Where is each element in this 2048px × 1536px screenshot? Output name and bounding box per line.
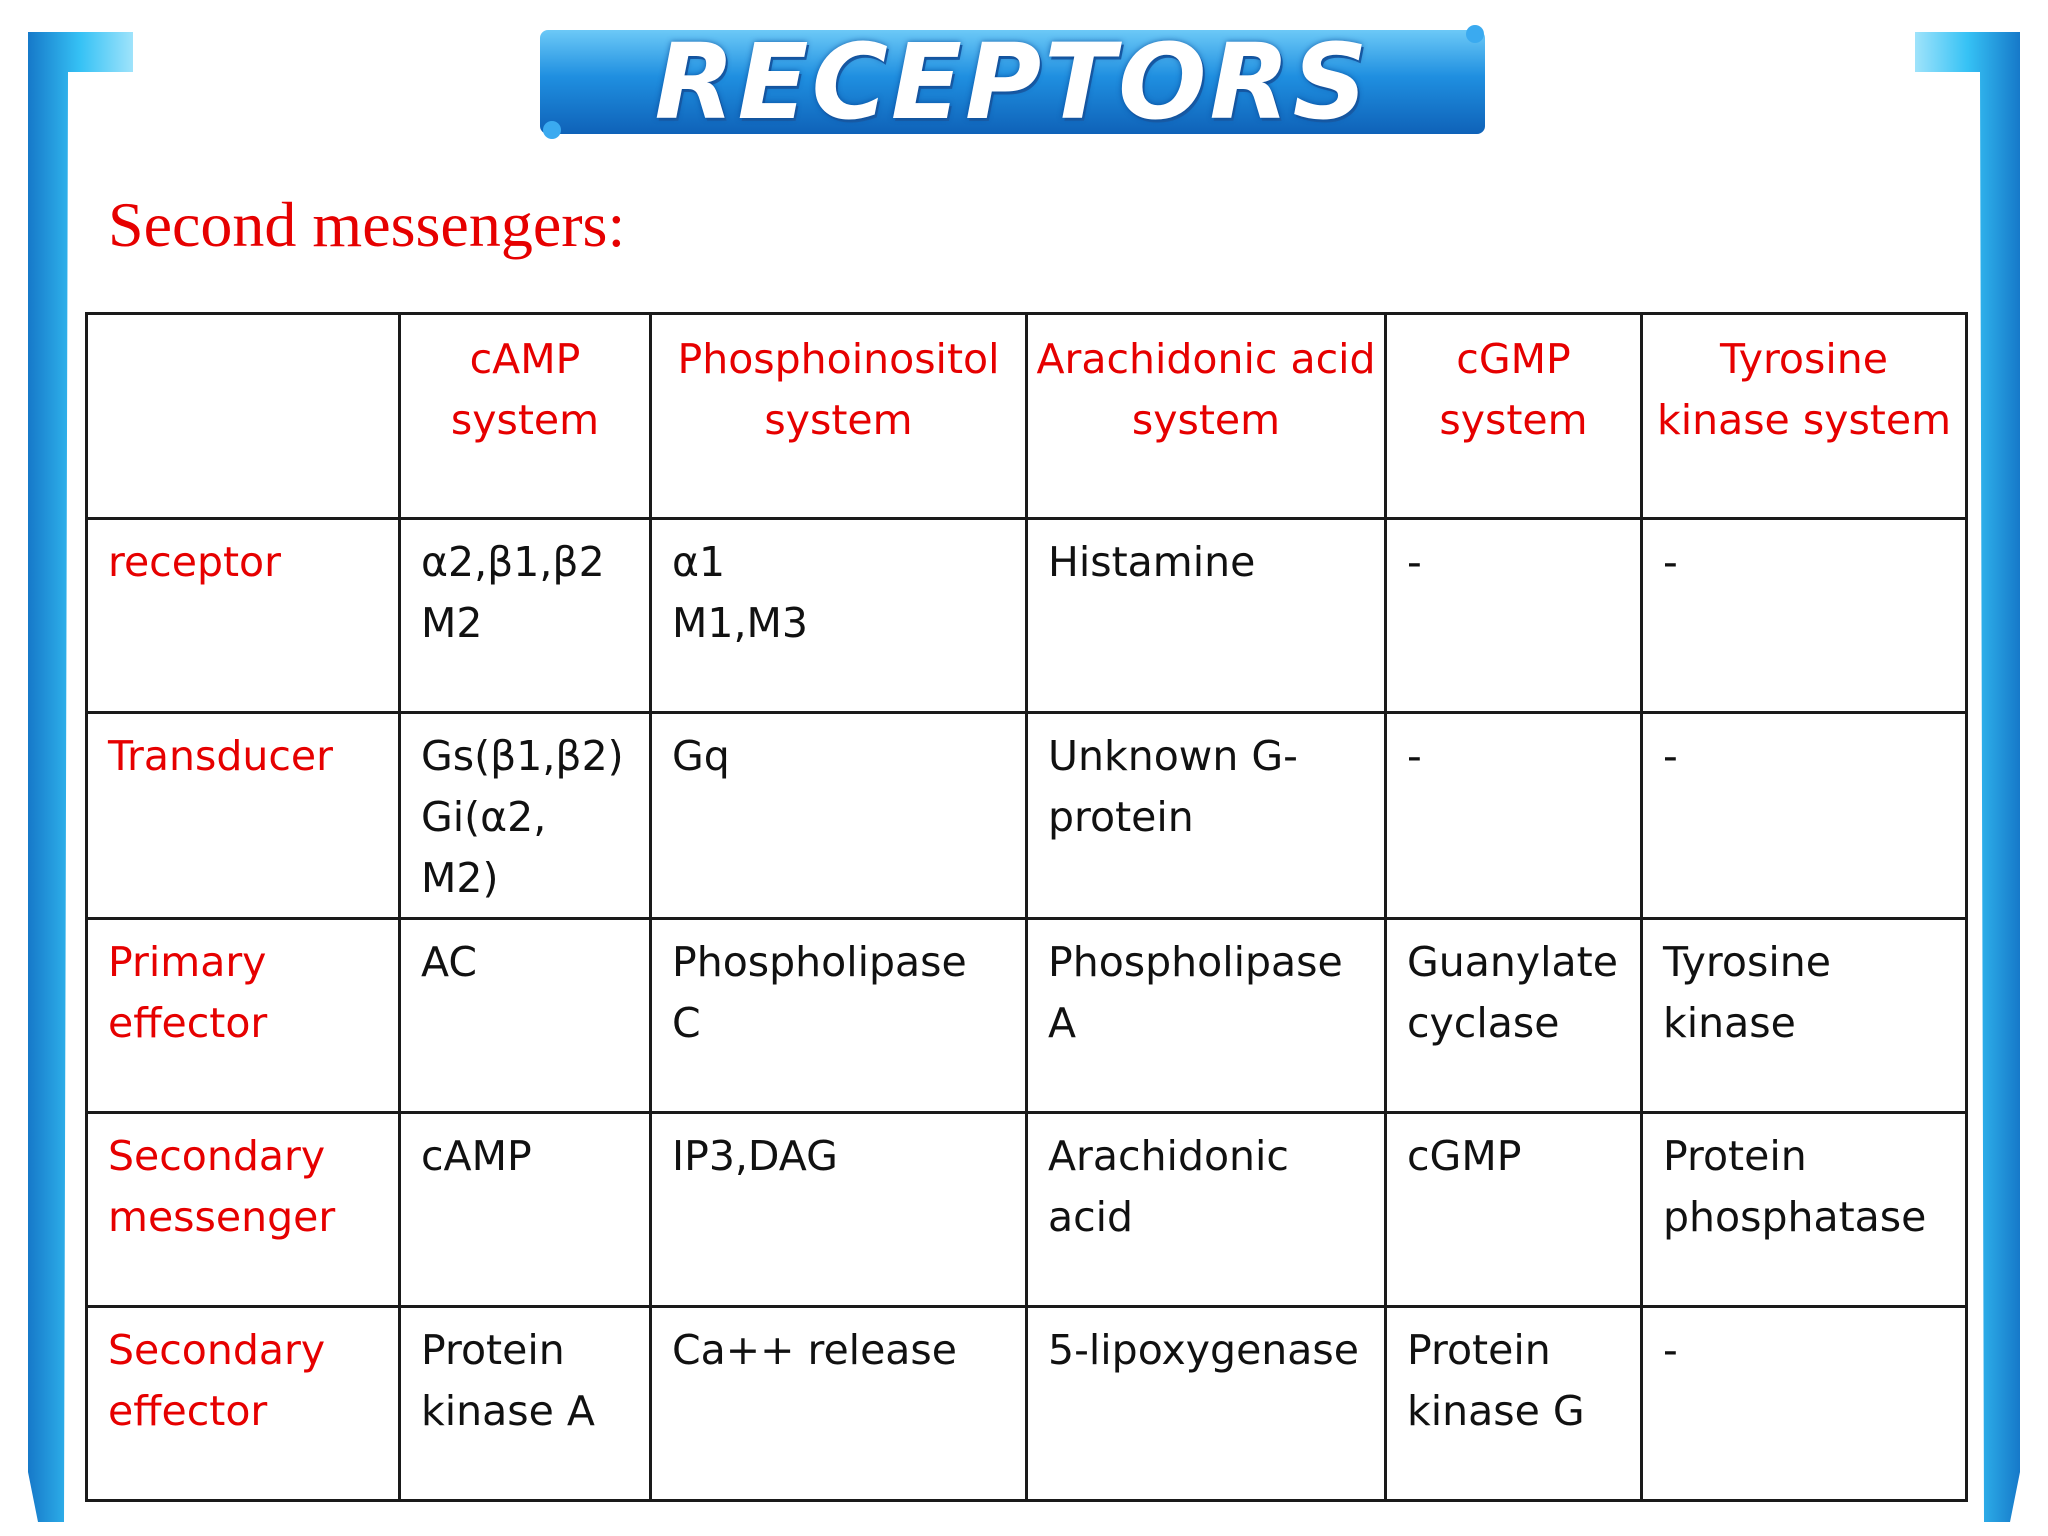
- table-cell: α1 M1,M3: [651, 519, 1027, 713]
- table-cell: Gq: [651, 713, 1027, 919]
- table-cell: cGMP: [1386, 1113, 1642, 1307]
- table-cell: Unknown G- protein: [1027, 713, 1386, 919]
- table-cell: -: [1386, 519, 1642, 713]
- row-label: Primary effector: [87, 919, 400, 1113]
- table-cell: Ca++ release: [651, 1307, 1027, 1501]
- table-cell: cAMP: [400, 1113, 651, 1307]
- table-row-primary-effector: [87, 919, 1967, 1113]
- row-label: Transducer: [87, 713, 400, 919]
- banner-title: RECEPTORS: [654, 21, 1371, 143]
- table-header-row: [87, 314, 1967, 519]
- table-row-receptor: [87, 519, 1967, 713]
- table-cell: Tyrosine kinase: [1642, 919, 1967, 1113]
- table-row-secondary-messenger: [87, 1113, 1967, 1307]
- table-cell: AC: [400, 919, 651, 1113]
- table-cell: 5-lipoxygenase: [1027, 1307, 1386, 1501]
- table-cell: IP3,DAG: [651, 1113, 1027, 1307]
- table-cell: -: [1642, 1307, 1967, 1501]
- header-phosphoinositol-system: Phosphoinositol system: [651, 314, 1027, 519]
- table-cell: Phospholipase C: [651, 919, 1027, 1113]
- header-corner: [87, 314, 400, 519]
- header-cgmp-system: cGMP system: [1386, 314, 1642, 519]
- header-tyrosine-kinase-system: Tyrosine kinase system: [1642, 314, 1967, 519]
- table-cell: Phospholipase A: [1027, 919, 1386, 1113]
- table-cell: -: [1642, 519, 1967, 713]
- table-cell: Protein phosphatase: [1642, 1113, 1967, 1307]
- table-cell: -: [1642, 713, 1967, 919]
- table-cell: Gs(β1,β2) Gi(α2, M2): [400, 713, 651, 919]
- table-cell: Protein kinase A: [400, 1307, 651, 1501]
- table-cell: -: [1386, 713, 1642, 919]
- table-cell: Guanylate cyclase: [1386, 919, 1642, 1113]
- header-camp-system: cAMP system: [400, 314, 651, 519]
- row-label: receptor: [87, 519, 400, 713]
- table-cell: α2,β1,β2 M2: [400, 519, 651, 713]
- row-label: Secondary effector: [87, 1307, 400, 1501]
- second-messengers-table: [85, 312, 1968, 1502]
- header-arachidonic-acid-system: Arachidonic acid system: [1027, 314, 1386, 519]
- table-row-transducer: [87, 713, 1967, 919]
- table-cell: Arachidonic acid: [1027, 1113, 1386, 1307]
- page-subtitle: Second messengers:: [108, 189, 626, 260]
- row-label: Secondary messenger: [87, 1113, 400, 1307]
- table-cell: Protein kinase G: [1386, 1307, 1642, 1501]
- table-cell: Histamine: [1027, 519, 1386, 713]
- table-row-secondary-effector: [87, 1307, 1967, 1501]
